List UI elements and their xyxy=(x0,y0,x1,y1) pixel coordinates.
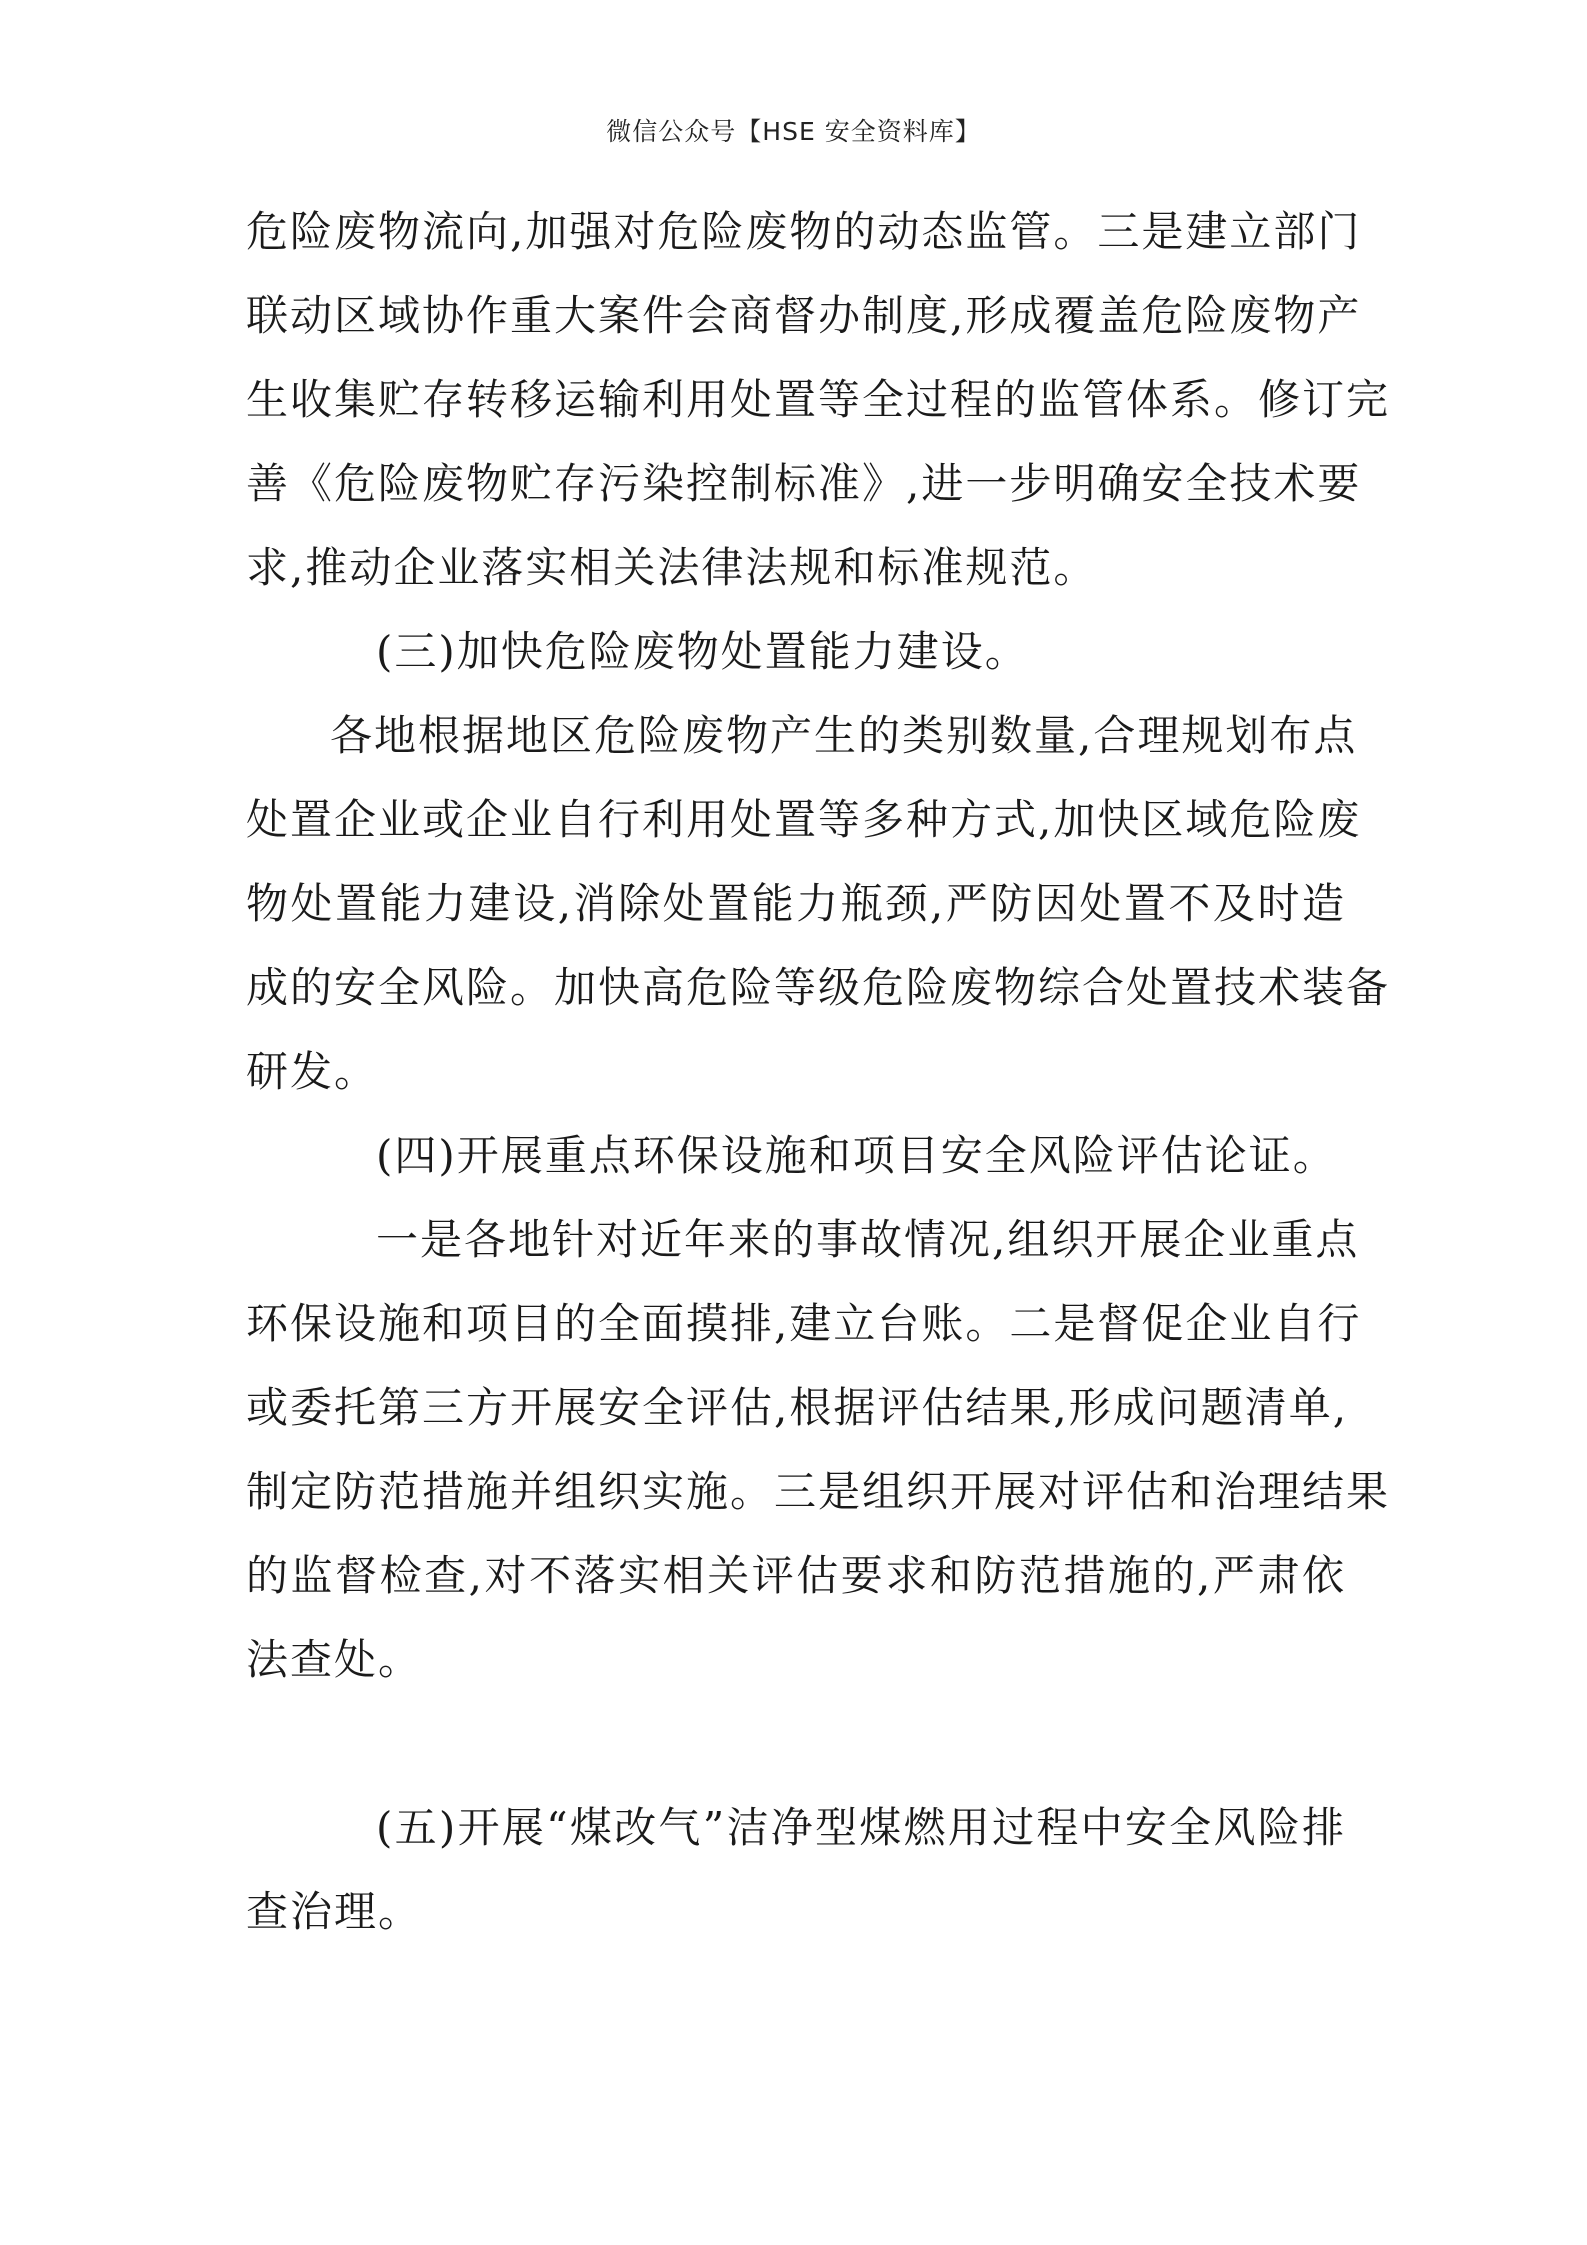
paragraph-line: 或委托第三方开展安全评估,根据评估结果,形成问题清单, xyxy=(246,1383,1349,1432)
paragraph-line: 法查处。 xyxy=(246,1635,423,1684)
page-header: 微信公众号【HSE 安全资料库】 xyxy=(606,117,981,146)
heading-line: 查治理。 xyxy=(246,1887,423,1936)
heading-line: (五)开展“煤改气”洁净型煤燃用过程中安全风险排 xyxy=(376,1803,1346,1852)
paragraph-line: 一是各地针对近年来的事故情况,组织开展企业重点 xyxy=(376,1215,1360,1264)
paragraph-line: 处置企业或企业自行利用处置等多种方式,加快区域危险废 xyxy=(246,795,1362,844)
paragraph-line: 研发。 xyxy=(246,1047,379,1096)
heading-line: (四)开展重点环保设施和项目安全风险评估论证。 xyxy=(376,1131,1337,1180)
paragraph-risk-assessment xyxy=(246,1198,1391,1702)
blank-spacer xyxy=(246,1702,1346,1786)
paragraph-line: 善《危险废物贮存污染控制标准》,进一步明确安全技术要 xyxy=(246,459,1362,508)
paragraph-line: 各地根据地区危险废物产生的类别数量,合理规划布点 xyxy=(330,711,1358,760)
paragraph-line: 成的安全风险。加快高危险等级危险废物综合处置技术装备 xyxy=(246,963,1391,1012)
paragraph-line: 危险废物流向,加强对危险废物的动态监管。三是建立部门 xyxy=(246,207,1362,256)
paragraph-disposal-capacity xyxy=(246,694,1391,1114)
paragraph-line: 生收集贮存转移运输利用处置等全过程的监管体系。修订完 xyxy=(246,375,1391,424)
paragraph-supervision-system xyxy=(246,190,1391,610)
paragraph-line: 联动区域协作重大案件会商督办制度,形成覆盖危险废物产 xyxy=(246,291,1362,340)
paragraph-line: 环保设施和项目的全面摸排,建立台账。二是督促企业自行 xyxy=(246,1299,1362,1348)
heading-line: (三)加快危险废物处置能力建设。 xyxy=(376,627,1029,676)
section-heading-3 xyxy=(246,610,1346,694)
section-heading-5 xyxy=(246,1786,1346,1954)
paragraph-line: 制定防范措施并组织实施。三是组织开展对评估和治理结果 xyxy=(246,1467,1391,1516)
paragraph-line: 物处置能力建设,消除处置能力瓶颈,严防因处置不及时造 xyxy=(246,879,1346,928)
document-body xyxy=(246,190,1391,1954)
section-heading-4 xyxy=(246,1114,1346,1198)
paragraph-line: 求,推动企业落实相关法律法规和标准规范。 xyxy=(246,543,1098,592)
paragraph-line: 的监督检查,对不落实相关评估要求和防范措施的,严肃依 xyxy=(246,1551,1346,1600)
